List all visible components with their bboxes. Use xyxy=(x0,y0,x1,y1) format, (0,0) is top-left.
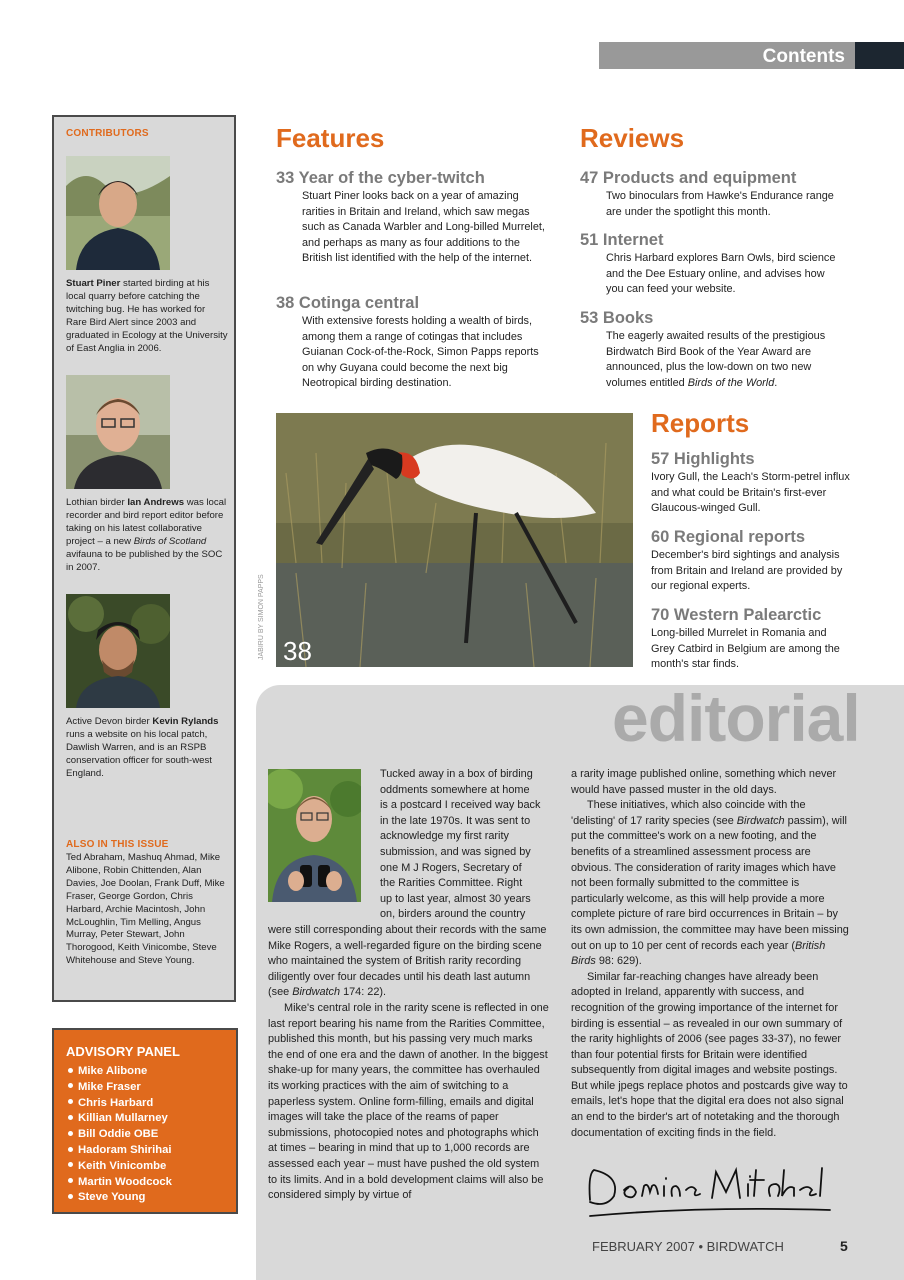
contributor-bio-ian-andrews: Lothian birder Ian Andrews was local recorder and bird report editor before taking on his latest collaborative project – a new Birds of Scotland avifauna to be published by the SOC in 2007. xyxy=(66,497,227,573)
contributor-photo-stuart-piner xyxy=(66,156,170,270)
review-desc-products: Two binoculars from Hawke's Endurance range are under the spotlight this month. xyxy=(606,190,834,218)
editorial-col2-body: a rarity image published online, something which never would have passed muster in the old days. These initiatives, which also coincide with the 'delisting' of 17 rarity species (see Birdwatch passim), will put the committee's work on a new footing, and the benefits of a streamlined assessment process are obvious. The consideration of rarity images which have not been formally submitted to the committee is particularly welcome, as this will help provide a more complete picture of rare bird occurrences in Britain – by its own admission, the committee may have been missing out on up to 10 per cent of records each year (British Birds 98: 629). Similar far-reaching changes have already been adopted in Ireland, apparently with success, and recognition of the growing importance of the internet for birding is essential – as revealed in our own summary of the rarity highlights of 2006 (see pages 33-37), no fewer than four potential firsts for Britain were identified subsequently from digital images and website postings. But while jpegs replace photos and postcards give way to emails, let's hope that the digital era does not also signal an end to the birder's art of notetaking and the thorough documentation of exciting finds in the field. xyxy=(571,768,849,1139)
feature-title-cyber-twitch[interactable]: 33 Year of the cyber-twitch xyxy=(276,169,485,187)
advisory-panel xyxy=(52,1028,238,1214)
issue-footer: FEBRUARY 2007 • BIRDWATCH xyxy=(592,1239,784,1254)
editorial-col1-body: were still corresponding about their records with the same Mike Rogers, a well-regarded figure on the birding scene who maintained the system of British rarity recording diligently over four decades until his death last autumn (see Birdwatch 174: 22). Mike's central role in the rarity scene is reflected in one last report bearing his name from the Rarities Committee, published this month, but his passing very much marks the end of one era and the dawn of another. In the biggest shake-up for many years, the committee has overhauled its working practices with the aim of switching to a paperless system. Online form-filling, emails and digital images will take the place of the reams of paper submissions, photocopied notes and photographs which at times – bearing in mind that up to 1,000 records are assessed each year – must have pushed the old system to its limits. And in a bold development claims will also be considered simply by virtue of xyxy=(268,924,549,1202)
also-in-this-issue-text: Ted Abraham, Mashuq Ahmad, Mike Alibone, Robin Chittenden, Alan Davies, Joe Doolan, Frank Duff, Mike Fraser, George Gordon, Chris Harbard, Archie Macintosh, John McLoughlin, Tim Melling, Angus Murray, Peter Stewart, John Thorogood, Keith Vinicombe, Steve Whitehouse and Steve Young. xyxy=(66,852,225,967)
reviews-heading: Reviews xyxy=(580,123,685,153)
report-desc-regional: December's bird sightings and analysis from Britain and Ireland are provided by our regional experts. xyxy=(651,549,843,593)
feature-desc-cyber-twitch: Stuart Piner looks back on a year of amazing rarities in Britain and Ireland, which saw megas such as Canada Warbler and Long-billed Murrelet, and perhaps as many as four additions to the British list identified with the help of the internet. xyxy=(302,190,545,265)
report-title-western-palearctic[interactable]: 70 Western Palearctic xyxy=(651,606,822,624)
advisory-member: Keith Vinicombe xyxy=(66,1159,236,1175)
report-title-regional[interactable]: 60 Regional reports xyxy=(651,528,806,546)
contributor-bio-kevin-rylands: Active Devon birder Kevin Rylands runs a website on his local patch, Dawlish Warren, and is an RSPB conservation officer for south-west England. xyxy=(66,716,219,779)
contents-bar xyxy=(599,42,855,69)
advisory-member: Hadoram Shirihai xyxy=(66,1143,236,1159)
advisory-panel-title: ADVISORY PANEL xyxy=(66,1044,180,1059)
editor-photo xyxy=(268,769,361,902)
page-number: 5 xyxy=(840,1238,848,1254)
photo-credit: JABIRU BY SIMON PAPPS xyxy=(258,574,265,660)
advisory-member: Bill Oddie OBE xyxy=(66,1127,236,1143)
review-title-books[interactable]: 53 Books xyxy=(580,309,654,327)
review-desc-books: The eagerly awaited results of the prestigious Birdwatch Bird Book of the Year Award are announced, plus the low-down on two new volumes entitled Birds of the World. xyxy=(606,330,826,389)
features-heading: Features xyxy=(276,123,385,153)
report-title-highlights[interactable]: 57 Highlights xyxy=(651,450,755,468)
report-desc-western-palearctic: Long-billed Murrelet in Romania and Grey Catbird in Belgium are among the month's star finds. xyxy=(651,627,840,671)
contributor-bio-stuart-piner: Stuart Piner started birding at his local quarry before catching the twitching bug. He has worked for Rare Bird Alert since 2003 and graduated in Ecology at the University of East Anglia in 2006. xyxy=(66,278,228,354)
contents-bar-accent xyxy=(855,42,904,69)
editorial-col1-intro: Tucked away in a box of birding oddments somewhere at home is a postcard I received way back in the late 1970s. It was sent to acknowledge my first rarity submission, and was signed by one M J Rogers, Secretary of the Rarities Committee. Right up to last year, almost 30 years on, birders around the country xyxy=(380,768,541,921)
contents-label: Contents xyxy=(762,46,845,67)
advisory-member: Steve Young xyxy=(66,1190,236,1206)
feature-title-cotinga-central[interactable]: 38 Cotinga central xyxy=(276,294,420,312)
advisory-member: Martin Woodcock xyxy=(66,1175,236,1191)
report-desc-highlights: Ivory Gull, the Leach's Storm-petrel influx and what could be Britain's first-ever Glaucous-winged Gull. xyxy=(651,471,850,515)
advisory-member: Mike Alibone xyxy=(66,1064,236,1080)
review-title-products[interactable]: 47 Products and equipment xyxy=(580,169,797,187)
feature-desc-cotinga-central: With extensive forests holding a wealth of birds, among them a range of cotingas that includes Guianan Cock-of-the-Rock, Simon Papps reports on why Guyana could become the next big Neotropical birding destination. xyxy=(302,315,539,390)
review-desc-internet: Chris Harbard explores Barn Owls, bird science and the Dee Estuary online, and advises how you can feed your website. xyxy=(606,252,836,296)
editorial-heading: editorial xyxy=(612,681,860,755)
photo-page-ref[interactable]: 38 xyxy=(283,636,312,666)
editor-signature xyxy=(580,1160,840,1226)
advisory-member: Chris Harbard xyxy=(66,1096,236,1112)
also-in-this-issue-heading: ALSO IN THIS ISSUE xyxy=(66,839,169,850)
reports-heading: Reports xyxy=(651,408,750,438)
advisory-member: Killian Mullarney xyxy=(66,1111,236,1127)
advisory-member: Mike Fraser xyxy=(66,1080,236,1096)
contributor-photo-kevin-rylands xyxy=(66,594,170,708)
contributors-heading: CONTRIBUTORS xyxy=(66,128,149,139)
review-title-internet[interactable]: 51 Internet xyxy=(580,231,664,249)
contributor-photo-ian-andrews xyxy=(66,375,170,489)
jabiru-photo xyxy=(276,413,633,667)
